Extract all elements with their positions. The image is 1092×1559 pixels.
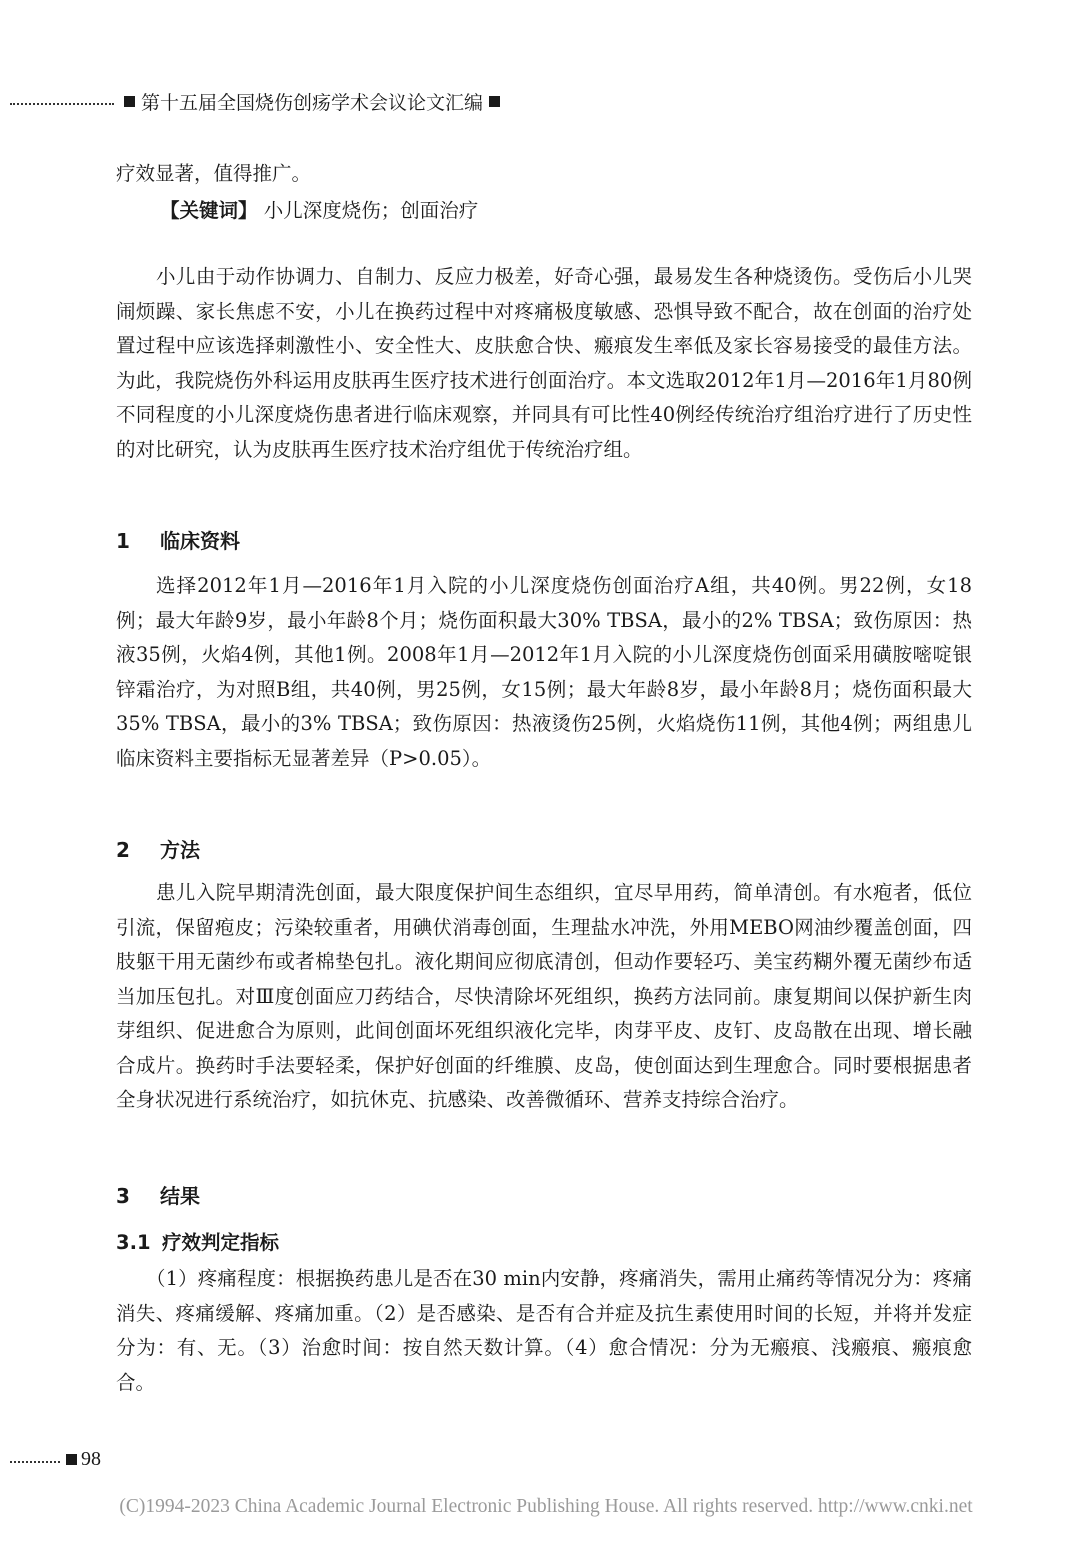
square-bullet-icon bbox=[66, 1454, 77, 1465]
keywords-text: 小儿深度烧伤；创面治疗 bbox=[263, 199, 479, 222]
section-body: 选择2012年1月—2016年1月入院的小儿深度烧伤创面治疗A组，共40例。男22例，女18例；最大年龄9岁，最小年龄8个月；烧伤面积最大30% TBSA，最小的2% TBSA；致伤原因：热液35例，火焰4例，其他1例。2008年1月—2012年1月入院的小儿深度烧伤创面采用磺胺嘧啶银锌霜治疗，为对照B组，共40例，男25例，女15例；最大年龄8岁，最小年龄8月；烧伤面积最大35% TBSA，最小的3% TBSA；致伤原因：热液烫伤25例，火焰烧伤11例，其他4例；两组患儿临床资料主要指标无显著差异（P>0.05）。 bbox=[116, 574, 972, 770]
section-title: 结果 bbox=[160, 1184, 200, 1208]
page-number: 98 bbox=[81, 1448, 101, 1470]
keywords-line bbox=[160, 194, 972, 229]
subsection-title: 疗效判定指标 bbox=[162, 1231, 280, 1254]
page-footer bbox=[10, 1448, 101, 1471]
running-header bbox=[10, 88, 506, 115]
section-heading bbox=[116, 1180, 200, 1209]
subsection-number: 3.1 bbox=[116, 1231, 151, 1254]
subsection-body: （1）疼痛程度：根据换药患儿是否在30 min内安静，疼痛消失，需用止痛药等情况分为：疼痛消失、疼痛缓解、疼痛加重。（2）是否感染、是否有合并症及抗生素使用时间的长短，并将并发症分为：有、无。（3）治愈时间：按自然天数计算。（4）愈合情况：分为无瘢痕、浅瘢痕、瘢痕愈合。 bbox=[116, 1267, 972, 1394]
header-title: 第十五届全国烧伤创疡学术会议论文汇编 bbox=[141, 92, 484, 114]
square-bullet-icon bbox=[124, 96, 135, 107]
section-title: 方法 bbox=[160, 838, 200, 862]
leader-dots bbox=[10, 1461, 60, 1463]
section-number: 2 bbox=[116, 838, 130, 862]
section-body: 患儿入院早期清洗创面，最大限度保护间生态组织，宜尽早用药，简单清创。有水疱者，低位引流，保留疱皮；污染较重者，用碘伏消毒创面，生理盐水冲洗，外用MEBO网油纱覆盖创面，四肢躯干用无菌纱布或者棉垫包扎。液化期间应彻底清创，但动作要轻巧、美宝药糊外覆无菌纱布适当加压包扎。对Ⅲ度创面应刀药结合，尽快清除坏死组织，换药方法同前。康复期间以保护新生肉芽组织、促进愈合为原则，此间创面坏死组织液化完毕，肉芽平皮、皮钉、皮岛散在出现、增长融合成片。换药时手法要轻柔，保护好创面的纤维膜、皮岛，使创面达到生理愈合。同时要根据患者全身状况进行系统治疗，如抗休克、抗感染、改善微循环、营养支持综合治疗。 bbox=[116, 881, 972, 1111]
intro-paragraph: 小儿由于动作协调力、自制力、反应力极差，好奇心强，最易发生各种烧烫伤。受伤后小儿哭闹烦躁、家长焦虑不安，小儿在换药过程中对疼痛极度敏感、恐惧导致不配合，故在创面的治疗处置过程中应该选择刺激性小、安全性大、皮肤愈合快、瘢痕发生率低及家长容易接受的最佳方法。为此，我院烧伤外科运用皮肤再生医疗技术进行创面治疗。本文选取2012年1月—2016年1月80例不同程度的小儿深度烧伤患者进行临床观察，并同具有可比性40例经传统治疗组治疗进行了历史性的对比研究，认为皮肤再生医疗技术治疗组优于传统治疗组。 bbox=[116, 265, 972, 461]
subsection-heading bbox=[116, 1227, 279, 1255]
section-heading bbox=[116, 834, 200, 863]
square-bullet-icon bbox=[489, 96, 500, 107]
leader-dots bbox=[10, 103, 114, 105]
copyright-notice: (C)1994-2023 China Academic Journal Electronic Publishing House. All rights reserved. http://www.cnki.net bbox=[119, 1496, 973, 1517]
section-heading bbox=[116, 525, 240, 554]
section-number: 1 bbox=[116, 529, 130, 553]
keywords-label: 【关键词】 bbox=[160, 199, 258, 222]
section-number: 3 bbox=[116, 1184, 130, 1208]
abstract-tail: 疗效显著，值得推广。 bbox=[116, 162, 312, 185]
section-title: 临床资料 bbox=[160, 529, 240, 553]
